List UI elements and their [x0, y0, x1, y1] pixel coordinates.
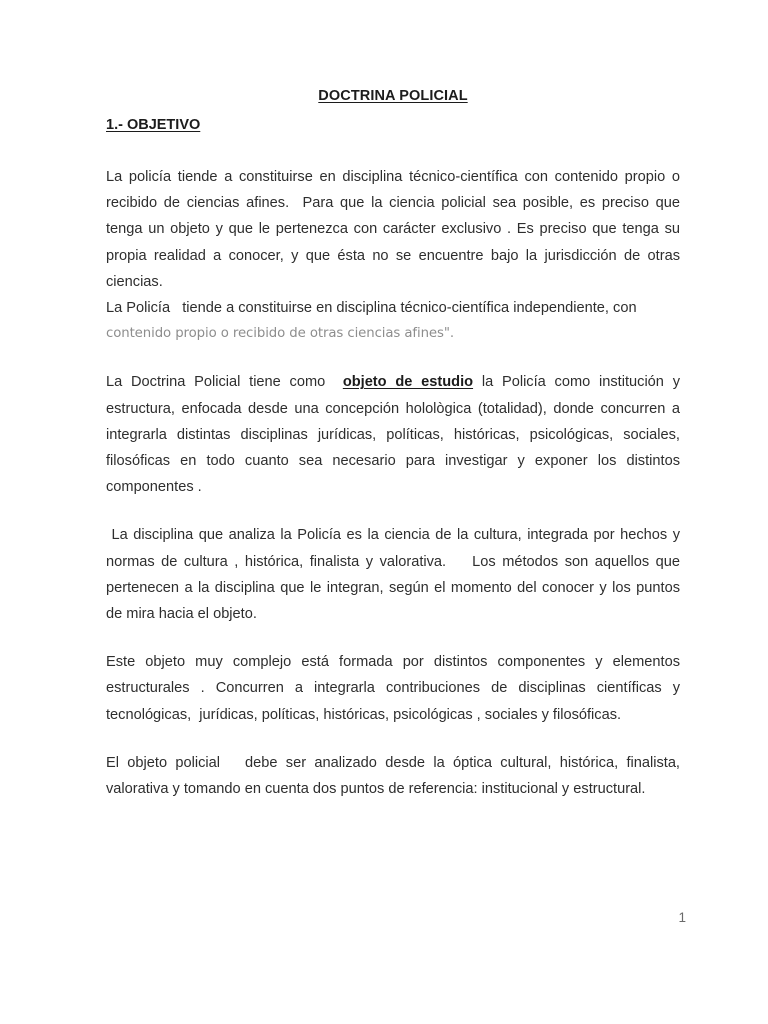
paragraph-4: La disciplina que analiza la Policía es la ciencia de la cultura, integrada por hechos y normas de cultura , histórica, finalista y valorativa. Los métodos son aquellos que pertenecen a la disciplina que le integran, según el momento del conocer y los puntos de mira hacia el objeto. — [106, 527, 685, 623]
spacer — [106, 134, 680, 164]
document-content — [106, 0, 685, 802]
paragraph-5: Este objeto muy complejo está formada por distintos componentes y elementos estructurales . Concurren a integrarla contribuciones de disciplinas científicas y tecnológicas, jurídicas, políticas, históricas, psicológicas , sociales y filosóficas. — [106, 654, 685, 723]
paragraph-6: El objeto policial debe ser analizado desde la óptica cultural, histórica, finalista, valorativa y tomando en cuenta dos puntos de referencia: institucional y estructural. — [106, 754, 685, 798]
paragraph-1: La policía tiende a constituirse en disciplina técnico-científica con contenido propio o recibido de ciencias afines. Para que la ciencia policial sea posible, es preciso que tenga un objeto y que le pertenezca con carácter exclusivo . Es preciso que tenga su propia realidad a conocer, y que ésta no se encuentre bajo la jurisdicción de otras ciencias. — [106, 169, 685, 290]
paragraph-3 — [106, 369, 685, 500]
paragraph-3-rest: la Policía como institución y estructura, enfocada desde una concepción holològica (totalidad), donde concurren a integrarla distintas disciplinas jurídicas, políticas, históricas, psicológicas, sociales, filosóficas en todo cuanto sea necesario para investigar y exponer los distintos componentes . — [106, 374, 685, 496]
spacer — [106, 500, 680, 522]
paragraph-2-faded-line: contenido propio o recibido de otras ciencias afines". — [106, 326, 454, 342]
paragraph-2 — [106, 295, 680, 347]
section-heading-text: 1.- OBJETIVO — [106, 117, 201, 133]
paragraph-2-line: La Policía tiende a constituirse en disciplina técnico-científica independiente, con — [106, 300, 637, 317]
emphasis-objeto-de-estudio: objeto de estudio — [342, 374, 474, 391]
spacer — [106, 347, 680, 369]
spacer — [106, 728, 680, 750]
section-heading-objetivo — [106, 105, 680, 134]
page-title-text: DOCTRINA POLICIAL — [318, 88, 468, 104]
paragraph-3-lead: La Doctrina Policial tiene como — [106, 374, 343, 391]
page-number: 1 — [678, 910, 686, 925]
page-title — [106, 0, 680, 105]
spacer — [106, 627, 680, 649]
